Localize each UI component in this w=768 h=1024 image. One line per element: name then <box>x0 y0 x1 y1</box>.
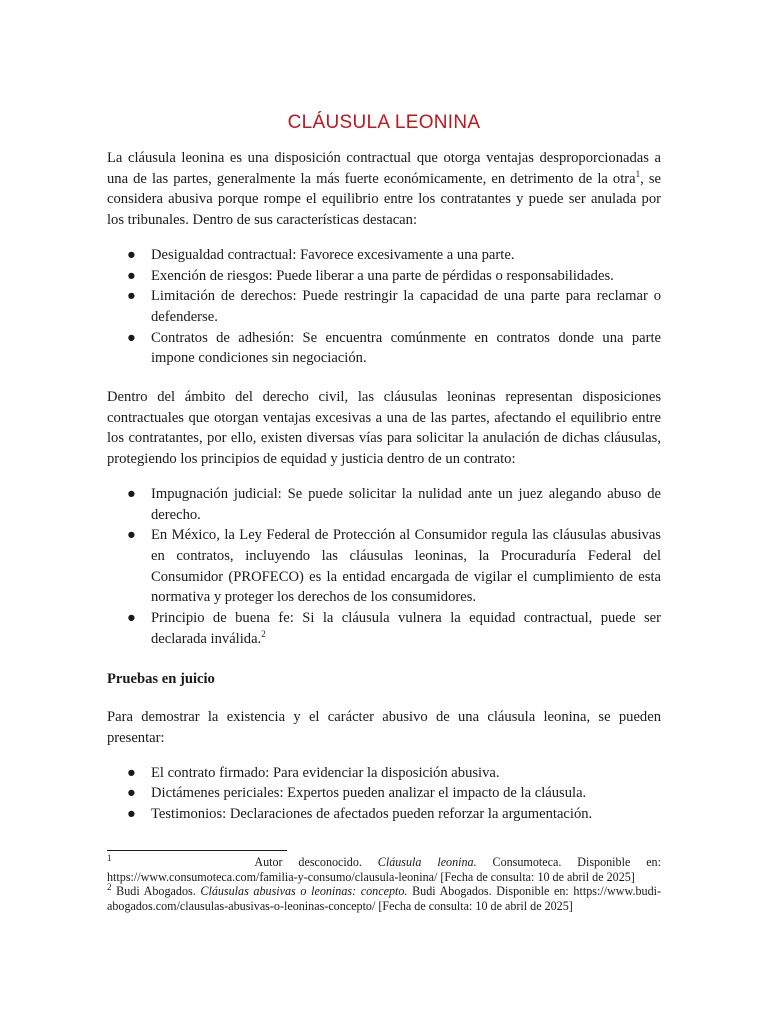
list-item <box>107 286 661 327</box>
intro-text-continued: , se considera abusiva porque rompe el equilibrio entre los contratantes y puede ser anulada por los tribunales. Dentro de sus características destacan: <box>107 170 661 229</box>
bullet-icon: ● <box>127 329 136 346</box>
list-item-text: Dictámenes periciales: Expertos pueden analizar el impacto de la cláusula. <box>151 785 587 802</box>
page-title: CLÁUSULA LEONINA <box>287 112 481 133</box>
list-item-text: Exención de riesgos: Puede liberar a una parte de pérdidas o responsabilidades. <box>151 267 614 284</box>
bullet-icon: ● <box>127 267 136 284</box>
footnote-work: Cláusula leonina. <box>377 855 477 869</box>
annulment-list <box>107 484 661 650</box>
footnote-number: 1 <box>107 852 112 863</box>
footnotes <box>107 852 661 913</box>
characteristics-list <box>107 245 661 369</box>
footnote-2 <box>107 881 661 913</box>
bullet-icon: ● <box>127 288 136 305</box>
list-item-text: En México, la Ley Federal de Protección al Consumidor regula las cláusulas abusivas en contratos, incluyendo las cláusulas leoninas, la Procuraduría Federal del Consumidor (PROFECO) es la entidad encargada de vigilar el cumplimiento de esta normativa y proteger los derechos de los consumidores. <box>151 527 661 606</box>
footnote-ref: 2 <box>261 628 266 639</box>
list-item-text: Limitación de derechos: Puede restringir la capacidad de una parte para reclamar o defenderse. <box>151 288 661 325</box>
list-item <box>107 783 661 804</box>
bullet-icon: ● <box>127 485 136 502</box>
bullet-icon: ● <box>127 764 136 781</box>
list-item <box>107 804 661 825</box>
intro-text: La cláusula leonina es una disposición contractual que otorga ventajas desproporcionadas a una de las partes, generalmente la más fuerte económicamente, en detrimento de la otra <box>107 150 661 187</box>
bullet-icon: ● <box>127 246 136 263</box>
bullet-icon: ● <box>127 527 136 544</box>
intro-paragraph <box>107 148 661 231</box>
footnote-source: Budi Abogados. Disponible en: https://www.budi-abogados.com/clausulas-abusivas-o-leoninas-concepto/ [Fecha de consulta: 10 de abril de 2025] <box>107 884 661 913</box>
list-item-text: Impugnación judicial: Se puede solicitar la nulidad ante un juez alegando abuso de derecho. <box>151 485 661 523</box>
list-item-text: El contrato firmado: Para evidenciar la disposición abusiva. <box>151 764 500 781</box>
footnote-source: Consumoteca. Disponible en: https://www.consumoteca.com/familia-y-consumo/clausula-leonina/ [Fecha de consulta: 10 de abril de 2025] <box>107 855 661 884</box>
list-item <box>107 608 661 649</box>
evidence-list <box>107 763 661 825</box>
footnote-ref: 1 <box>635 168 641 179</box>
footnote-1 <box>107 852 661 884</box>
bullet-icon: ● <box>127 785 136 802</box>
list-item <box>107 328 661 369</box>
list-item-text: Contratos de adhesión: Se encuentra comúnmente en contratos donde una parte impone condiciones sin negociación. <box>151 329 661 367</box>
civil-law-paragraph: Dentro del ámbito del derecho civil, las cláusulas leoninas representan disposiciones contractuales que otorgan ventajas excesivas a una de las partes, afectando el equilibrio entre los contratantes, por ello, existen diversas vías para solicitar la anulación de dichas cláusulas, protegiendo los principios de equidad y justicia dentro de un contrato: <box>107 389 661 468</box>
section-heading: Pruebas en juicio <box>107 671 215 688</box>
list-item <box>107 525 661 608</box>
list-item <box>107 484 661 525</box>
footnote-number: 2 <box>107 881 112 892</box>
list-item <box>107 763 661 784</box>
bullet-icon: ● <box>127 805 136 822</box>
footnote-author: Autor desconocido. <box>254 855 362 869</box>
footnote-separator <box>107 850 287 851</box>
footnote-author: Budi Abogados. <box>116 884 196 898</box>
list-item <box>107 245 661 266</box>
list-item <box>107 266 661 287</box>
list-item-text: Principio de buena fe: Si la cláusula vulnera la equidad contractual, puede ser declarada inválida. <box>151 610 661 647</box>
footnote-work: Cláusulas abusivas o leoninas: concepto. <box>200 884 408 898</box>
list-item-text: Testimonios: Declaraciones de afectados pueden reforzar la argumentación. <box>151 805 593 822</box>
bullet-icon: ● <box>127 610 136 627</box>
list-item-text: Desigualdad contractual: Favorece excesivamente a una parte. <box>151 246 515 263</box>
evidence-intro-paragraph: Para demostrar la existencia y el carácter abusivo de una cláusula leonina, se pueden presentar: <box>107 709 661 746</box>
document-body <box>107 148 661 825</box>
